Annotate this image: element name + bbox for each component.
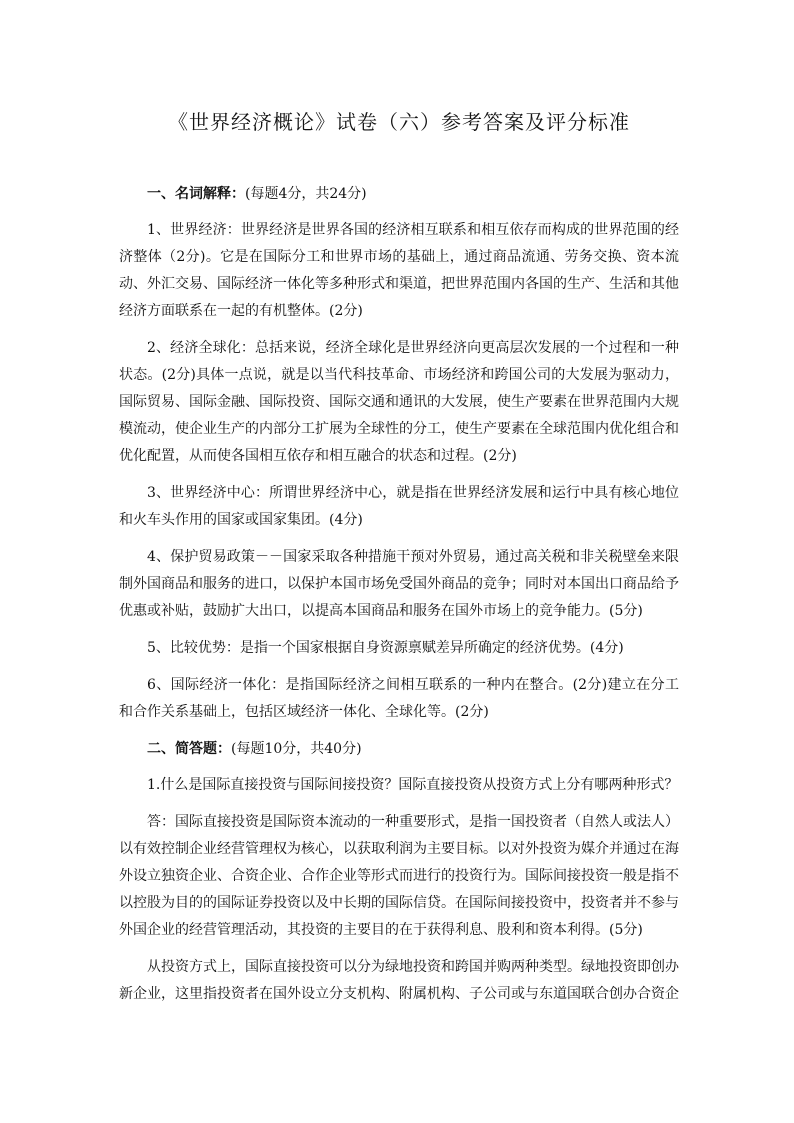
section-1-note: (每题4分，共24分) [245,186,367,202]
term-item: 4、保护贸易政策－－国家采取各种措施干预对外贸易，通过高关税和非关税壁垒来限制外国商品和服务的进口，以保护本国市场免受国外商品的竞争；同时对本国出口商品给予优惠或补贴，鼓励扩大出口，以提高本国商品和服务在国外市场上的竞争能力。(5分) [119,549,679,619]
answer-paragraph: 答：国际直接投资是国际资本流动的一种重要形式，是指一国投资者（自然人或法人）以有效控制企业经营管理权为核心，以获取利润为主要目标。以对外投资为媒介并通过在海外设立独资企业、合资企业、合作企业等形式而进行的投资行为。国际间接投资一般是指不以控股为目的的国际证券投资以及中长期的国际信贷。在国际间接投资中，投资者并不参与外国企业的经营管理活动，其投资的主要目的在于获得利息、股利和资本利得。(5分) [119,814,679,938]
term-item: 1、世界经济：世界经济是世界各国的经济相互联系和相互依存而构成的世界范围的经济整体（2分)。它是在国际分工和世界市场的基础上，通过商品流通、劳务交换、资本流动、外汇交易、国际经济一体化等多种形式和渠道，把世界范围内各国的生产、生活和其他经济方面联系在一起的有机整体。(2分) [119,222,679,319]
section-1-heading [119,181,679,207]
question-text: 1.什么是国际直接投资与国际间接投资？国际直接投资从投资方式上分有哪两种形式？ [147,777,679,793]
term-item: 2、经济全球化：总括来说，经济全球化是世界经济向更高层次发展的一个过程和一种状态。(2分)具体一点说，就是以当代科技革命、市场经济和跨国公司的大发展为驱动力，国际贸易、国际金融、国际投资、国际交通和通讯的大发展，使生产要素在世界范围内大规模流动，使企业生产的内部分工扩展为全球性的分工，使生产要素在全球范围内优化组合和优化配置，从而使各国相互依存和相互融合的状态和过程。(2分) [119,340,679,464]
document-title: 《世界经济概论》试卷（六）参考答案及评分标准 [168,110,630,134]
answer-paragraph: 从投资方式上，国际直接投资可以分为绿地投资和跨国并购两种类型。绿地投资即创办新企业，这里指投资者在国外设立分支机构、附属机构、子公司或与东道国联合创办合资企 [119,959,679,1002]
section-1-label: 一、名词解释： [147,186,245,202]
term-item: 6、国际经济一体化：是指国际经济之间相互联系的一种内在整合。(2分)建立在分工和合作关系基础上，包括区域经济一体化、全球化等。(2分) [119,677,679,720]
term-item: 5、比较优势：是指一个国家根据自身资源禀赋差异所确定的经济优势。(4分) [147,640,624,656]
term-item: 3、世界经济中心：所谓世界经济中心，就是指在世界经济发展和运行中具有核心地位和火车头作用的国家或国家集团。(4分) [119,485,679,528]
section-2-note: (每题10分，共40分) [231,741,362,757]
section-2-heading [119,736,679,762]
section-2-label: 二、简答题： [147,741,231,757]
